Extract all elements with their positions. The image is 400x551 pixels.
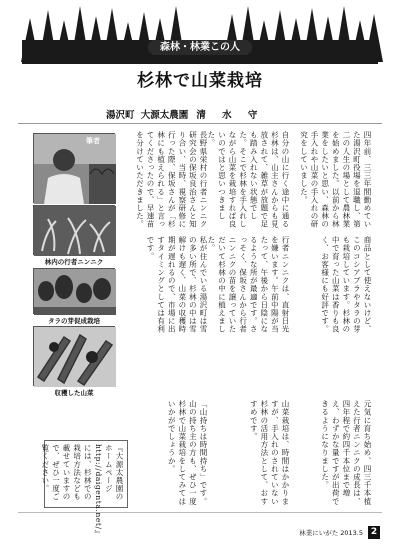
footer-divider <box>18 512 382 513</box>
photo-gyoja-ninniku <box>33 205 115 255</box>
tree-shape <box>335 6 353 62</box>
column-9: 「山持ちは時間持ち」です。山の持ち主の方も、ぜひ一度杉林で山菜栽培をしてみてはいかがでしょうか。 <box>167 400 208 506</box>
author-photo-label: 筆者 <box>86 137 100 145</box>
column-3: 長野県栄村の行者ニンニク研究会の保坂良治さんと知り合い、当時、視察研修に行った際、保坂さんが「杉林にも植えられる」と言ってくださったので、早速苗を分けていただきました。 <box>135 131 208 229</box>
series-label: 森林・林業この人 <box>148 40 252 55</box>
author-affiliation: 湯沢町 大源太農園 <box>106 110 189 121</box>
tree-shape <box>103 8 121 62</box>
caption-gyoja-ninniku: 林内の行者ニンニク <box>44 258 104 266</box>
tree-shape <box>365 14 383 62</box>
page-title: 杉林で山菜栽培 <box>137 71 263 91</box>
tree-shape <box>71 6 89 62</box>
column-1: 四年前、三三年間勤めていた湯沢町役場を退職し、第二の人生の場として農林業を始めました。以前から林業をしたいと思い、森林の手入れや山菜の手入れの研究をしていました。 <box>299 131 372 229</box>
magazine-name: 林業にいがた 2013.5 <box>299 529 363 537</box>
column-8: 山菜栽培は、時間はかかりますが、手入れのされていない杉林の活用方法として、おすすめです。 <box>249 400 290 506</box>
homepage-note: 『大源太農園のホームページ http://daigenta.net/』には、杉林での栽培方法なども載せていますので、ぜひ一度ご覧ください。 <box>40 444 124 538</box>
homepage-note-box <box>40 440 128 538</box>
photo-tara-sprouts <box>33 268 115 314</box>
tree-shape <box>87 16 105 62</box>
byline <box>106 107 262 121</box>
tree-shape <box>39 10 57 62</box>
tree-shape <box>303 8 321 62</box>
header-banner <box>0 0 400 100</box>
column-4: 商品として使えないけど、このコシアブラやタラの芽も栽培しています。杉林の中で育った山菜は香りも良く、お客様にも好評です。 <box>320 236 372 334</box>
column-7: 元気に育ち始め、四三千本植えた行者ニンニクの成長は、四年程で約四千本位まで増え、わずかな量ですが出荷できるようになりました。 <box>320 400 372 506</box>
column-6: 私が住んでいる湯沢町は雪の多い所で、杉林の中は雪解けも遅く、山菜の収穫時期が遅れるので、市場に出すタイミングとしては有利です。 <box>146 236 208 334</box>
divider <box>18 123 382 124</box>
column-2: 自分の山に行く途中に通る杉林は、山主さんからも見放されて、雑草が放題で足も踏み入れない状態でした。そこで杉林を手入れしながら山菜を栽培すれば良いのではと思いつきました。 <box>206 131 290 229</box>
tree-shape <box>271 10 289 62</box>
caption-tara-sprouts: タラの芽促成栽培 <box>48 317 100 325</box>
photo-harvest <box>33 326 115 386</box>
tree-shape <box>319 16 337 62</box>
tree-shape <box>135 12 153 62</box>
author-name: 清 水 守 <box>196 110 263 121</box>
caption-harvest: 収穫した山菜 <box>54 389 94 397</box>
author-photo <box>33 133 115 203</box>
column-5: 行者ニンニクは、直射日光を嫌います。午前中陽が当たって、午後から日陰になるような所が最適です。さっそく、保坂さんから行者ニンニクの苗を譲っていただいて杉林の中に植えました。 <box>206 236 290 334</box>
page-number: 2 <box>368 526 380 539</box>
footer <box>299 526 380 539</box>
